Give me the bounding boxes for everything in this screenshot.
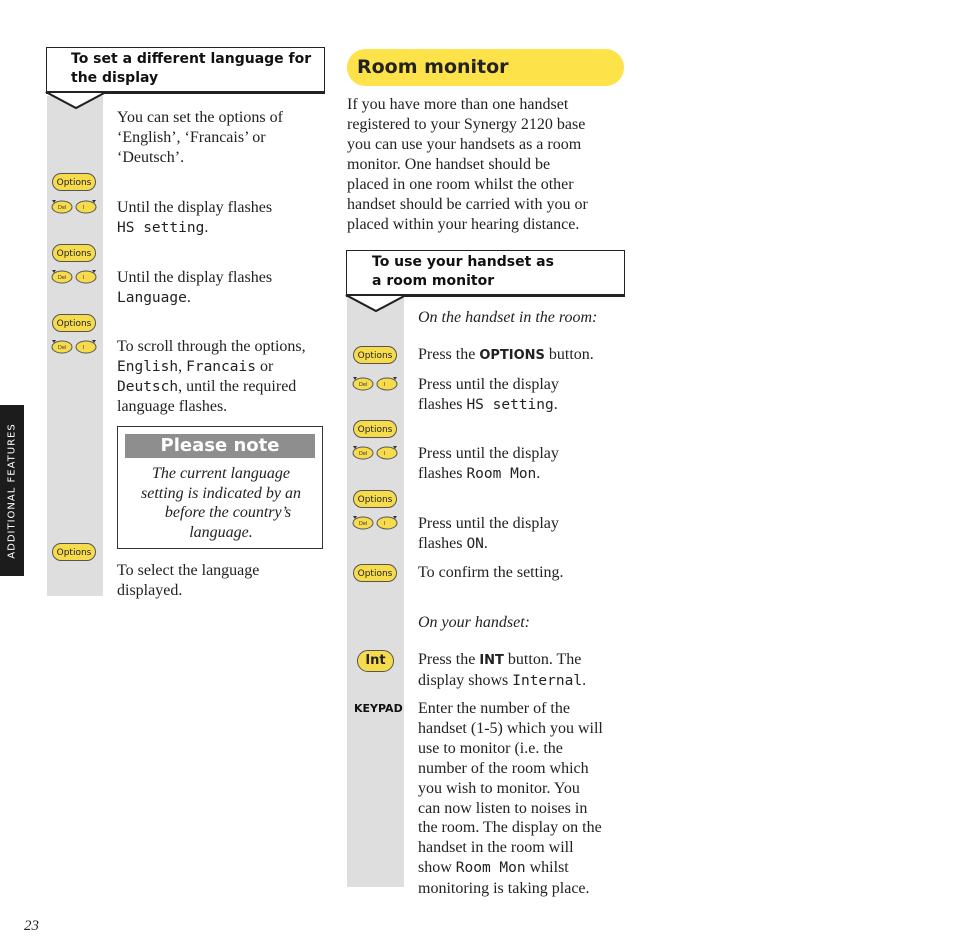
left-header-line1: To set a different language for [71, 51, 312, 67]
please-note-line1: The current language [151, 465, 291, 482]
right-step3-code: Room Mon [466, 466, 537, 482]
svg-text:Del: Del [359, 382, 368, 388]
left-step2 [117, 198, 272, 238]
options-button-icon[interactable]: Options [52, 173, 96, 191]
left-step4-code3: Deutsch [117, 379, 179, 395]
int-button-icon[interactable]: Int [357, 650, 394, 672]
side-tab-label: ADDITIONAL FEATURES [6, 423, 18, 559]
scroll-arrows-icon[interactable] [351, 444, 399, 460]
options-button-icon[interactable]: Options [353, 346, 397, 364]
svg-text:I: I [384, 451, 386, 457]
left-header-tab [44, 90, 326, 110]
left-step3 [117, 268, 272, 308]
right-header-line2: a room monitor [372, 273, 495, 289]
left-step5-line2: displayed. [117, 582, 183, 599]
right-step3-end: . [536, 465, 541, 482]
right-step6-line2: display shows [418, 672, 513, 689]
svg-text:Del: Del [359, 521, 368, 527]
left-step1-line1: You can set the options of [117, 109, 283, 126]
left-header-line2: the display [71, 70, 159, 86]
please-note-box [117, 426, 323, 549]
scroll-arrows-icon[interactable] [50, 268, 98, 284]
intro-line: placed in one room whilst the other [347, 176, 574, 193]
left-step1 [117, 108, 283, 168]
svg-text:I: I [384, 382, 386, 388]
left-step1-line2: ‘English’, ‘Francais’ or [117, 129, 266, 146]
right-step3 [418, 444, 559, 484]
right-step6-bold: INT [479, 653, 504, 668]
right-step4 [418, 514, 559, 554]
please-note-title: Please note [125, 434, 315, 458]
intro-line: registered to your Synergy 2120 base [347, 116, 586, 133]
left-step3-end: . [186, 289, 191, 306]
step7-line: the room. The display on the [418, 819, 602, 837]
room-monitor-title: Room monitor [357, 56, 509, 78]
please-note-line4: language. [189, 523, 253, 541]
left-step5 [117, 561, 259, 601]
right-step4-code: ON [466, 536, 484, 552]
step7-last-pre: show [418, 859, 456, 877]
step7-code: Room Mon [455, 860, 526, 877]
left-step4-code1: English [117, 359, 179, 375]
scroll-arrows-icon[interactable] [50, 198, 98, 214]
options-button-icon[interactable]: Options [353, 420, 397, 438]
please-note-line2: setting is indicated by an [141, 484, 301, 502]
right-step3-line2: flashes [418, 465, 467, 482]
left-step4-or: or [255, 358, 274, 375]
step7-line: can now listen to noises in [418, 799, 588, 817]
left-step5-line1: To select the language [117, 562, 260, 579]
step7-line: you wish to monitor. You [418, 779, 580, 797]
side-tab [0, 405, 24, 576]
svg-text:Del: Del [58, 205, 67, 211]
step7-line: handset in the room will [418, 839, 574, 857]
right-step2 [418, 375, 559, 415]
options-button-icon[interactable]: Options [353, 564, 397, 582]
right-step1-post: button. [544, 346, 594, 363]
step7-line: use to monitor (i.e. the [418, 739, 563, 757]
left-step4-line1: To scroll through the options, [117, 338, 306, 355]
right-step4-line1: Press until the display [418, 515, 559, 532]
keypad-label: KEYPAD [354, 702, 403, 715]
svg-text:I: I [83, 275, 85, 281]
svg-text:I: I [83, 205, 85, 211]
right-step4-line2: flashes [418, 535, 467, 552]
intro-line: If you have more than one handset [347, 96, 569, 113]
svg-text:Del: Del [359, 451, 368, 457]
intro-line: monitor. One handset should be [347, 156, 551, 173]
left-step4-rest: , until the required [178, 378, 297, 395]
page-number: 23 [24, 918, 39, 934]
right-step6-code: Internal [512, 673, 583, 689]
subheading-room: On the handset in the room: [418, 309, 598, 326]
right-step6 [418, 650, 586, 691]
right-step1-pre: Press the [418, 346, 480, 363]
right-step2-code: HS setting [466, 397, 554, 413]
step7-line: handset (1-5) which you will [418, 719, 603, 737]
step7-last-post: whilst [525, 859, 569, 877]
room-monitor-intro [347, 95, 632, 235]
options-button-icon[interactable]: Options [353, 490, 397, 508]
right-step6-post: button. The [503, 651, 582, 668]
intro-line: you can use your handsets as a room [347, 136, 582, 153]
left-step4 [117, 337, 327, 417]
right-step2-line1: Press until the display [418, 376, 559, 393]
right-step2-end: . [553, 396, 558, 413]
left-step2-end: . [204, 219, 209, 236]
left-step3-code: Language [117, 290, 187, 306]
options-button-icon[interactable]: Options [52, 314, 96, 332]
right-header-line1: To use your handset as [372, 254, 554, 270]
options-button-icon[interactable]: Options [52, 244, 96, 262]
left-step4-sep: , [178, 358, 187, 375]
right-step5: To confirm the setting. [418, 564, 564, 581]
scroll-arrows-icon[interactable] [351, 375, 399, 391]
right-step6-pre: Press the [418, 651, 480, 668]
intro-line: placed within your hearing distance. [347, 216, 580, 233]
right-step4-end: . [483, 535, 488, 552]
room-monitor-title-bar [347, 49, 624, 86]
please-note-line3: before the country’s [164, 504, 292, 521]
right-step7 [418, 699, 633, 899]
left-step3-line1: Until the display flashes [117, 269, 273, 286]
right-step1 [418, 345, 594, 366]
step7-final: monitoring is taking place. [418, 880, 590, 898]
left-step4-code2: Francais [186, 359, 256, 375]
right-step2-line2: flashes [418, 396, 467, 413]
right-step3-line1: Press until the display [418, 445, 559, 462]
svg-text:I: I [384, 521, 386, 527]
scroll-arrows-icon[interactable] [351, 514, 399, 530]
step7-line: number of the room which [418, 759, 589, 777]
svg-text:Del: Del [58, 275, 67, 281]
left-step4-line4: language flashes. [117, 398, 228, 415]
step7-line: Enter the number of the [418, 700, 570, 717]
scroll-arrows-icon[interactable] [50, 338, 98, 354]
right-step6-end: . [582, 672, 587, 689]
left-step1-line3: ‘Deutsch’. [117, 149, 185, 166]
svg-text:I: I [83, 345, 85, 351]
right-step1-bold: OPTIONS [479, 348, 545, 363]
left-step2-line1: Until the display flashes [117, 199, 273, 216]
intro-line: handset should be carried with you or [347, 196, 588, 213]
options-button-icon[interactable]: Options [52, 543, 96, 561]
subheading-handset: On your handset: [418, 614, 530, 631]
left-step2-code: HS setting [117, 220, 205, 236]
svg-text:Del: Del [58, 345, 67, 351]
